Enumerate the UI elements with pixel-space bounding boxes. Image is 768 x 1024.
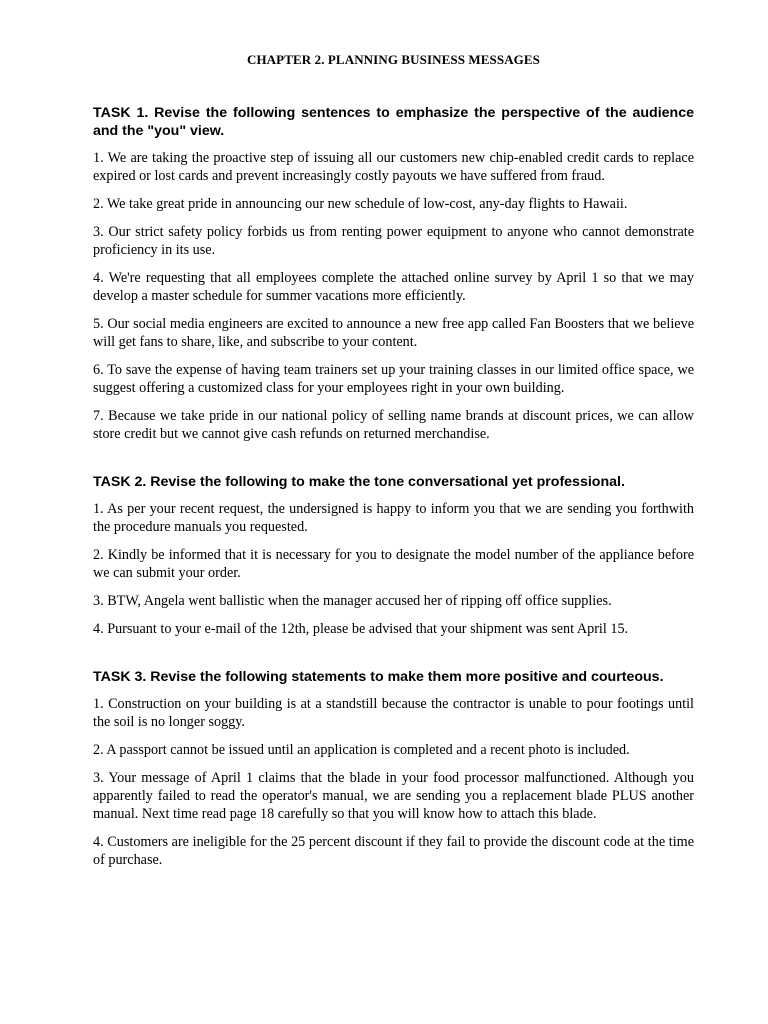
chapter-title: CHAPTER 2. PLANNING BUSINESS MESSAGES <box>246 52 540 67</box>
task-2-item-2: 2. Kindly be informed that it is necessary for you to designate the model number of the appliance before we can submit your order. <box>93 547 694 581</box>
task-3-item-2: 2. A passport cannot be issued until an application is completed and a recent photo is included. <box>93 742 630 758</box>
task-3-heading: TASK 3. Revise the following statements to make them more positive and courteous. <box>93 669 664 685</box>
task-2-item-3: 3. BTW, Angela went ballistic when the manager accused her of ripping off office supplies. <box>93 593 612 609</box>
task-2-heading: TASK 2. Revise the following to make the tone conversational yet professional. <box>93 474 625 490</box>
task-3-item-1: 1. Construction on your building is at a standstill because the contractor is unable to pour footings until the soil is no longer soggy. <box>93 696 694 730</box>
task-3-item-4: 4. Customers are ineligible for the 25 percent discount if they fail to provide the discount code at the time of purchase. <box>93 834 694 868</box>
task-1-item-5: 5. Our social media engineers are excited to announce a new free app called Fan Boosters that we believe will get fans to share, like, and subscribe to your content. <box>93 316 694 350</box>
task-1-heading: TASK 1. Revise the following sentences to emphasize the perspective of the audience and the "you" view. <box>93 105 694 139</box>
task-3-item-3: 3. Your message of April 1 claims that the blade in your food processor malfunctioned. Although you apparently failed to read the operator's manual, we are sending you a replacement blade PLUS another manual. Next time read page 18 carefully so that you will know how to attach this blade. <box>93 770 694 822</box>
task-2-item-1: 1. As per your recent request, the undersigned is happy to inform you that we are sending you forthwith the procedure manuals you requested. <box>93 501 694 535</box>
task-2-section <box>93 473 694 638</box>
task-1-item-3: 3. Our strict safety policy forbids us from renting power equipment to anyone who cannot demonstrate proficiency in its use. <box>93 224 694 258</box>
task-1-section <box>93 104 694 443</box>
task-1-item-6: 6. To save the expense of having team trainers set up your training classes in our limited office space, we suggest offering a customized class for your employees right in your own building. <box>93 362 694 396</box>
task-1-item-1: 1. We are taking the proactive step of issuing all our customers new chip-enabled credit cards to replace expired or lost cards and prevent increasingly costly payouts we have suffered from fraud. <box>93 150 694 184</box>
task-1-item-7: 7. Because we take pride in our national policy of selling name brands at discount prices, we can allow store credit but we cannot give cash refunds on returned merchandise. <box>93 408 694 442</box>
document-page <box>93 52 694 879</box>
task-1-item-2: 2. We take great pride in announcing our new schedule of low-cost, any-day flights to Hawaii. <box>93 196 628 212</box>
task-3-section <box>93 668 694 869</box>
task-1-item-4: 4. We're requesting that all employees complete the attached online survey by April 1 so that we may develop a master schedule for summer vacations more efficiently. <box>93 270 694 304</box>
task-2-item-4: 4. Pursuant to your e-mail of the 12th, please be advised that your shipment was sent April 15. <box>93 621 629 637</box>
